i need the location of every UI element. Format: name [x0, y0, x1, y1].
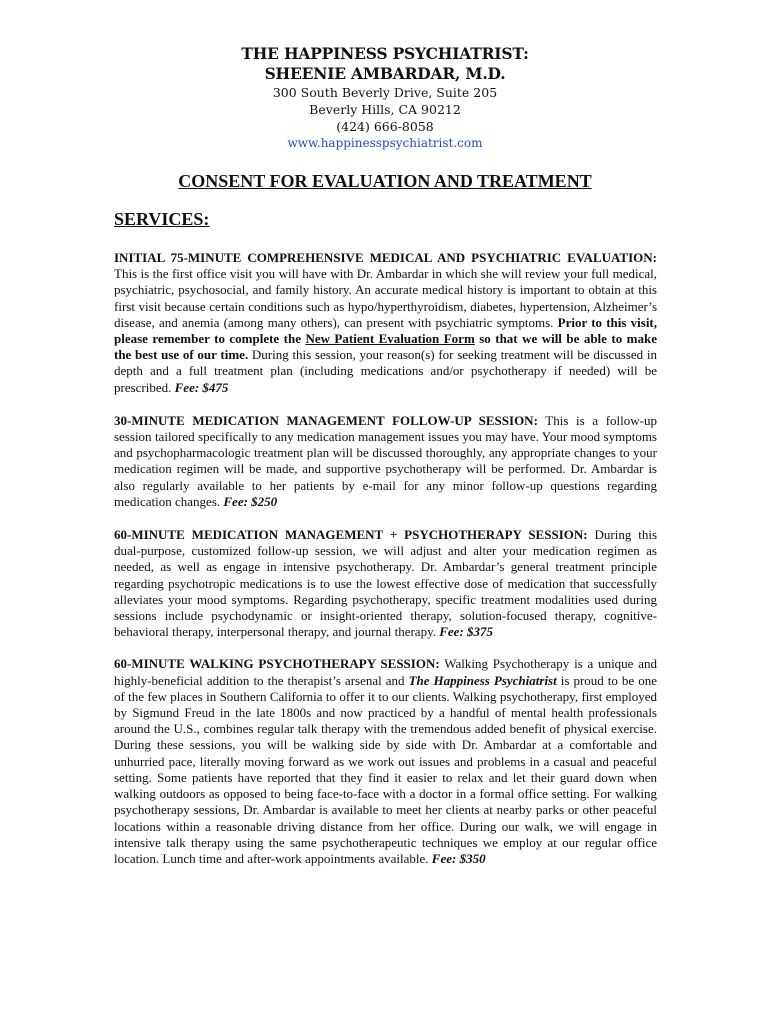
service-medication-followup [114, 413, 657, 510]
service-walking-psychotherapy [114, 656, 657, 867]
service-heading: 60-MINUTE MEDICATION MANAGEMENT + PSYCHOTHERAPY SESSION: [114, 527, 588, 543]
service-heading: 30-MINUTE MEDICATION MANAGEMENT FOLLOW-UP SESSION: [114, 412, 538, 428]
services-content [114, 250, 657, 867]
service-instruction: Prior to this visit, please remember to complete the [114, 314, 658, 347]
service-fee: Fee: $250 [223, 493, 278, 509]
service-fee: Fee: $375 [439, 624, 494, 640]
service-description-continued: is proud to be one of the few places in Southern California to offer it to our clients. Walking psychotherapy, first employed by Sigmund Freud in the late 1800s and now practiced by a handful of mental health professionals around the U.S., combines regular talk therapy with the tremendous added benefit of physical exercise. During these sessions, you will be walking side by side with Dr. Ambardar at a comfortable and unhurried pace, literally moving forward as we work out issues and problems in a casual and peaceful setting. Some patients have reported that they find it easier to relax and let their guard down when walking outdoors as opposed to being face-to-face with a doctor in a formal office setting. For walking psychotherapy sessions, Dr. Ambardar is available to meet her clients at nearby parks or other peaceful locations within a reasonable driving distance from her office. During our walk, we will engage in intensive talk therapy using the same psychotherapeutic techniques we employ at our regular office location. Lunch time and after-work appointments available. [114, 672, 657, 866]
letterhead [0, 0, 770, 151]
evaluation-form-reference: New Patient Evaluation Form [305, 331, 475, 347]
service-description-continued: During this session, your reason(s) for seeking treatment will be discussed in depth and a full treatment plan (including medications and/or psychotherapy if needed) will be prescribed. [114, 347, 657, 395]
phone-number: (424) 666-8058 [336, 119, 434, 134]
section-title-services: SERVICES: [114, 209, 210, 229]
doctor-name: SHEENIE AMBARDAR, M.D. [264, 64, 506, 83]
service-medication-psychotherapy [114, 527, 657, 640]
service-description: During this dual-purpose, customized follow-up session, we will adjust and alter your medication regimen as needed, as well as engage in intensive psychotherapy. Dr. Ambardar’s general treatment principle regarding psychotropic medications is to use the lowest effective dose of medication that successfully alleviates your mood symptoms. Regarding psychotherapy, specific treatment modalities used during sessions include psychodynamic or insight-oriented therapy, solution-focused therapy, cognitive-behavioral therapy, interpersonal therapy, and journal therapy. [114, 527, 658, 640]
website-link[interactable]: www.happinesspsychiatrist.com [287, 136, 483, 150]
service-description: Walking Psychotherapy is a unique and highly-beneficial addition to the therapist’s arsenal and [114, 656, 658, 688]
service-instruction-end: so that we will be able to make the best use of our time. [114, 331, 657, 363]
service-fee: Fee: $475 [174, 379, 229, 395]
service-heading: INITIAL 75-MINUTE COMPREHENSIVE MEDICAL AND PSYCHIATRIC EVALUATION: [114, 250, 657, 265]
service-heading: 60-MINUTE WALKING PSYCHOTHERAPY SESSION: [114, 656, 440, 672]
service-description: This is a follow-up session tailored specifically to any medication management issues you may have. Your mood symptoms and psychopharmacologic treatment plan will be discussed thoroughly, any appropriate changes to your medication regimen will be made, and supportive psychotherapy will be performed. Dr. Ambardar is also regularly available to her patients by e-mail for any minor follow-up questions regarding medication changes. [114, 412, 657, 509]
address-line-1: 300 South Beverly Drive, Suite 205 [272, 85, 498, 100]
practice-name: THE HAPPINESS PSYCHIATRIST: [241, 44, 529, 63]
address-line-2: Beverly Hills, CA 90212 [309, 102, 461, 117]
service-description: This is the first office visit you will have with Dr. Ambardar in which she will review your full medical, psychiatric, psychosocial, and family history. An accurate medical history is important to obtain at this first visit because certain conditions such as hypo/hyperthyroidism, diabetes, hypertension, Alzheimer’s disease, and anemia (among many others), can present with psychiatric symptoms. [114, 266, 657, 330]
document-title: CONSENT FOR EVALUATION AND TREATMENT [178, 171, 592, 191]
service-initial-evaluation [114, 250, 657, 396]
brand-name: The Happiness Psychiatrist [408, 672, 557, 688]
service-fee: Fee: $350 [431, 850, 486, 866]
